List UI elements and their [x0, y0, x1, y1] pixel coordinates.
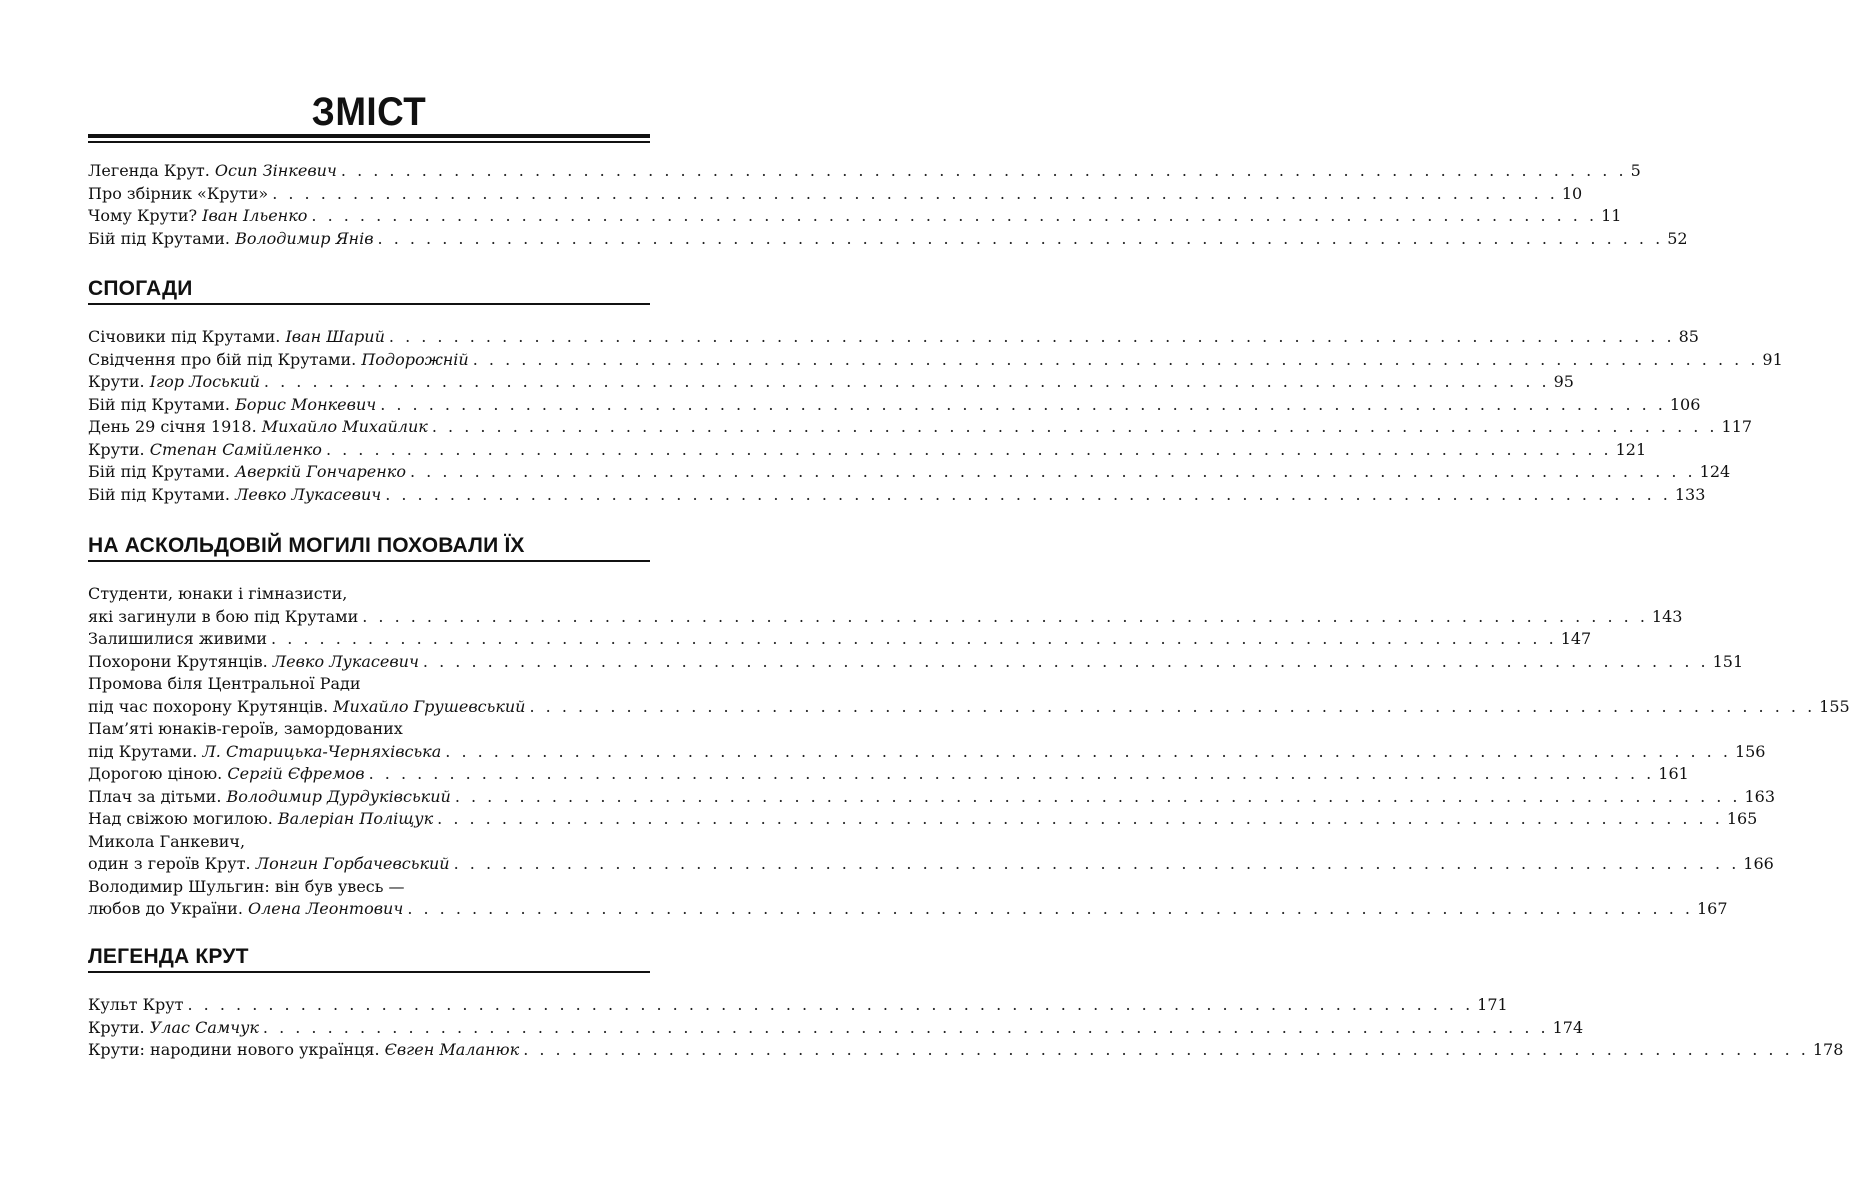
entry-title	[88, 1039, 519, 1062]
entry-title-text: Про збірник «Крути»	[88, 183, 269, 203]
toc-entry	[88, 673, 1850, 718]
entry-page-number: 11	[1601, 206, 1622, 225]
toc-entry	[88, 416, 1753, 439]
dot-leader: . . . . . . . . . . . . . . . . . . . . . . . . . . . . . . . . . . . . . . . . . . . . . . . . . . . . . . . . . . . . . . . . . . . . . . . . . . . . . . . .	[454, 786, 1741, 806]
toc-entry-row	[88, 205, 1622, 228]
entry-title	[88, 898, 403, 921]
entry-title-text: Культ Крут	[88, 995, 184, 1014]
entry-page-number: 106	[1669, 394, 1701, 414]
toc-entry-row	[88, 461, 1731, 484]
entry-title	[88, 326, 385, 349]
toc-entry-row	[88, 326, 1699, 349]
page-title: ЗМІСТ	[311, 90, 427, 134]
entry-page-number: 156	[1734, 741, 1766, 761]
toc-entry-row	[88, 808, 1758, 831]
section-entry-list	[88, 994, 1844, 1062]
dot-leader: . . . . . . . . . . . . . . . . . . . . . . . . . . . . . . . . . . . . . . . . . . . . . . . . . . . . . . . . . . . . . . . . . . . . . . . . . . . . . . . .	[262, 1017, 1549, 1037]
toc-entry	[88, 763, 1689, 786]
entry-page-number: 133	[1674, 484, 1706, 504]
entry-author: Аверкій Гончаренко	[235, 462, 406, 481]
entry-title-text: Крути.	[88, 1017, 145, 1037]
toc-entry-row	[88, 416, 1753, 439]
dot-leader: . . . . . . . . . . . . . . . . . . . . . . . . . . . . . . . . . . . . . . . . . . . . . . . . . . . . . . . . . . . . . . . . . . . . . . . . . . . . . . . .	[377, 228, 1664, 248]
dot-leader: . . . . . . . . . . . . . . . . . . . . . . . . . . . . . . . . . . . . . . . . . . . . . . . . . . . . . . . . . . . . . . . . . . . . . . . . . . . . . . . .	[453, 854, 1740, 873]
entry-title-text: День 29 січня 1918.	[88, 417, 257, 436]
toc-entry	[88, 160, 1641, 183]
toc-entry	[88, 484, 1706, 507]
entry-title-text: Крути.	[88, 439, 145, 459]
entry-page-number: 5	[1630, 161, 1641, 180]
toc-entry	[88, 628, 1592, 651]
title-divider	[88, 134, 650, 143]
toc-entry-row	[88, 1039, 1844, 1062]
entry-title-text: Похорони Крутянців.	[88, 651, 268, 671]
entry-title	[88, 228, 374, 251]
entry-title	[88, 628, 267, 651]
entry-title	[88, 696, 525, 719]
section-entry-list	[88, 583, 1850, 921]
entry-author: Євген Маланюк	[384, 1040, 520, 1059]
entry-page-number: 151	[1712, 651, 1744, 671]
toc-entry	[88, 228, 1688, 251]
entry-author: Осип Зінкевич	[214, 161, 337, 180]
toc-entry-row	[88, 853, 1774, 876]
entry-author: Улас Самчук	[149, 1017, 259, 1037]
entry-page-number: 95	[1553, 372, 1574, 391]
toc-entry	[88, 349, 1783, 372]
entry-title	[88, 651, 419, 674]
entry-title	[88, 1017, 259, 1040]
dot-leader: . . . . . . . . . . . . . . . . . . . . . . . . . . . . . . . . . . . . . . . . . . . . . . . . . . . . . . . . . . . . . . . . . . . . . . . . . . . . . . . .	[431, 417, 1718, 436]
dot-leader: . . . . . . . . . . . . . . . . . . . . . . . . . . . . . . . . . . . . . . . . . . . . . . . . . . . . . . . . . . . . . . . . . . . . . . . . . . . . . . . .	[263, 372, 1550, 391]
toc-entry-row	[88, 349, 1783, 372]
dot-leader: . . . . . . . . . . . . . . . . . . . . . . . . . . . . . . . . . . . . . . . . . . . . . . . . . . . . . . . . . . . . . . . . . . . . . . . . . . . . . . . .	[187, 995, 1474, 1014]
toc-entry	[88, 994, 1508, 1017]
entry-author: Іван Шарий	[285, 327, 385, 346]
entry-title-text: Бій під Крутами.	[88, 228, 230, 248]
toc-entry-row	[88, 160, 1641, 183]
entry-title-text: Крути: народини нового українця.	[88, 1040, 380, 1059]
entry-page-number: 161	[1658, 764, 1689, 783]
entry-title	[88, 349, 469, 372]
entry-title-text: Дорогою ціною.	[88, 764, 223, 783]
toc-entry	[88, 205, 1622, 228]
entry-page-number: 10	[1561, 183, 1583, 203]
entry-title	[88, 606, 358, 629]
entry-title	[88, 394, 376, 417]
toc-entry-row	[88, 651, 1744, 674]
dot-leader: . . . . . . . . . . . . . . . . . . . . . . . . . . . . . . . . . . . . . . . . . . . . . . . . . . . . . . . . . . . . . . . . . . . . . . . . . . . . . . . .	[523, 1040, 1809, 1059]
entry-author: Ігор Лоський	[149, 372, 260, 391]
toc-entry-row	[88, 394, 1701, 417]
entry-author: Л. Старицька-Черняхівська	[202, 741, 442, 761]
section-memoirs	[88, 276, 1783, 506]
entry-author: Борис Монкевич	[235, 394, 377, 414]
entry-title	[88, 994, 184, 1017]
toc-entry	[88, 1017, 1584, 1040]
entry-author: Степан Самійленко	[149, 439, 322, 459]
section-heading: СПОГАДИ	[88, 276, 650, 305]
entry-title-text: Легенда Крут.	[88, 161, 210, 180]
toc-entry	[88, 183, 1583, 206]
toc-entry	[88, 718, 1766, 763]
toc-entry	[88, 371, 1574, 394]
toc-entry-row	[88, 898, 1728, 921]
dot-leader: . . . . . . . . . . . . . . . . . . . . . . . . . . . . . . . . . . . . . . . . . . . . . . . . . . . . . . . . . . . . . . . . . . . . . . . . . . . . . . . .	[340, 161, 1627, 180]
toc-entry	[88, 831, 1774, 876]
dot-leader: . . . . . . . . . . . . . . . . . . . . . . . . . . . . . . . . . . . . . . . . . . . . . . . . . . . . . . . . . . . . . . . . . . . . . . . . . . . . . . . .	[368, 764, 1655, 783]
toc-entry-row	[88, 741, 1766, 764]
entry-title	[88, 484, 381, 507]
entry-page-number: 166	[1743, 854, 1774, 873]
entry-author: Сергій Єфремов	[227, 764, 365, 783]
entry-author: Левко Лукасевич	[272, 651, 419, 671]
entry-title-text: Бій під Крутами.	[88, 484, 230, 504]
toc-entry-row	[88, 371, 1574, 394]
entry-page-number: 91	[1762, 349, 1783, 369]
entry-author: Подорожній	[361, 349, 469, 369]
entry-author: Михайло Грушевський	[333, 696, 526, 716]
intro-entry-list	[88, 160, 1688, 250]
entry-title-line1: Промова біля Центральної Ради	[88, 674, 361, 693]
toc-entry-row	[88, 439, 1647, 462]
entry-page-number: 147	[1560, 629, 1592, 648]
entry-title	[88, 786, 451, 809]
section-heading: ЛЕГЕНДА КРУТ	[88, 944, 650, 973]
entry-title	[88, 763, 365, 786]
toc-entry-row	[88, 183, 1583, 206]
entry-page-number: 117	[1721, 417, 1753, 436]
entry-title-text: любов до України.	[88, 899, 243, 918]
entry-title	[88, 205, 307, 228]
toc-entry	[88, 808, 1758, 831]
dot-leader: . . . . . . . . . . . . . . . . . . . . . . . . . . . . . . . . . . . . . . . . . . . . . . . . . . . . . . . . . . . . . . . . . . . . . . . . . . . . . . . .	[380, 394, 1666, 414]
dot-leader: . . . . . . . . . . . . . . . . . . . . . . . . . . . . . . . . . . . . . . . . . . . . . . . . . . . . . . . . . . . . . . . . . . . . . . . . . . . . . . . .	[529, 696, 1816, 716]
toc-entry	[88, 439, 1647, 462]
dot-leader: . . . . . . . . . . . . . . . . . . . . . . . . . . . . . . . . . . . . . . . . . . . . . . . . . . . . . . . . . . . . . . . . . . . . . . . . . . . . . . . .	[445, 741, 1731, 761]
entry-title	[88, 853, 450, 876]
toc-entry	[88, 583, 1683, 628]
dot-leader: . . . . . . . . . . . . . . . . . . . . . . . . . . . . . . . . . . . . . . . . . . . . . . . . . . . . . . . . . . . . . . . . . . . . . . . . . . . . . . . .	[472, 349, 1759, 369]
entry-author: Володимир Янів	[235, 228, 374, 248]
entry-page-number: 174	[1552, 1017, 1584, 1037]
entry-title-text: Свідчення про бій під Крутами.	[88, 349, 357, 369]
entry-title-text: Залишилися живими	[88, 629, 268, 648]
toc-entry	[88, 461, 1731, 484]
entry-author: Лонгин Горбачевський	[255, 854, 450, 873]
dot-leader: . . . . . . . . . . . . . . . . . . . . . . . . . . . . . . . . . . . . . . . . . . . . . . . . . . . . . . . . . . . . . . . . . . . . . . . . . . . . . . . .	[437, 809, 1723, 828]
entry-title	[88, 808, 433, 831]
dot-leader: . . . . . . . . . . . . . . . . . . . . . . . . . . . . . . . . . . . . . . . . . . . . . . . . . . . . . . . . . . . . . . . . . . . . . . . . . . . . . . . .	[271, 629, 1557, 648]
section-kruty-legend	[88, 944, 1844, 1062]
entry-page-number: 165	[1726, 809, 1758, 828]
entry-page-number: 143	[1651, 606, 1683, 626]
entry-title-text: Бій під Крутами.	[88, 462, 230, 481]
toc-entry-row	[88, 228, 1688, 251]
entry-title	[88, 461, 406, 484]
entry-page-number: 52	[1667, 228, 1688, 248]
entry-page-number: 163	[1744, 786, 1776, 806]
entry-page-number: 171	[1477, 995, 1508, 1014]
entry-title-text: один з героїв Крут.	[88, 854, 251, 873]
section-heading: НА АСКОЛЬДОВІЙ МОГИЛІ ПОХОВАЛИ ЇХ	[88, 533, 650, 562]
entry-title-text: під Крутами.	[88, 741, 198, 761]
dot-leader: . . . . . . . . . . . . . . . . . . . . . . . . . . . . . . . . . . . . . . . . . . . . . . . . . . . . . . . . . . . . . . . . . . . . . . . . . . . . . . . .	[272, 183, 1558, 203]
entry-title-line1: Володимир Шульгин: він був увесь —	[88, 876, 405, 896]
entry-page-number: 121	[1615, 439, 1647, 459]
entry-title	[88, 160, 337, 183]
entry-title	[88, 439, 322, 462]
entry-author: Михайло Михайлик	[261, 417, 428, 436]
entry-title-text: Бій під Крутами.	[88, 394, 230, 414]
toc-entry-row	[88, 628, 1592, 651]
entry-page-number: 178	[1812, 1040, 1844, 1059]
entry-title	[88, 741, 441, 764]
section-entry-list	[88, 326, 1783, 506]
entry-author: Левко Лукасевич	[235, 484, 382, 504]
dot-leader: . . . . . . . . . . . . . . . . . . . . . . . . . . . . . . . . . . . . . . . . . . . . . . . . . . . . . . . . . . . . . . . . . . . . . . . . . . . . . . . .	[362, 606, 1648, 626]
entry-title	[88, 371, 260, 394]
toc-entry	[88, 786, 1776, 809]
entry-title-text: Над свіжою могилою.	[88, 809, 273, 828]
toc-entry-row	[88, 994, 1508, 1017]
entry-title-text: під час похорону Крутянців.	[88, 696, 329, 716]
toc-entry	[88, 326, 1699, 349]
entry-author: Володимир Дурдуківський	[226, 786, 451, 806]
entry-author: Олена Леонтович	[248, 899, 404, 918]
dot-leader: . . . . . . . . . . . . . . . . . . . . . . . . . . . . . . . . . . . . . . . . . . . . . . . . . . . . . . . . . . . . . . . . . . . . . . . . . . . . . . . .	[311, 206, 1598, 225]
toc-entry-row	[88, 696, 1850, 719]
entry-page-number: 85	[1678, 327, 1699, 346]
entry-title-line1: Пам’яті юнаків-героїв, замордованих	[88, 719, 403, 738]
entry-page-number: 155	[1819, 696, 1850, 716]
dot-leader: . . . . . . . . . . . . . . . . . . . . . . . . . . . . . . . . . . . . . . . . . . . . . . . . . . . . . . . . . . . . . . . . . . . . . . . . . . . . . . . .	[388, 327, 1675, 346]
entry-title-text: Крути.	[88, 372, 145, 391]
toc-entry	[88, 876, 1728, 921]
intro-section	[88, 160, 1688, 250]
entry-title-text: Чому Крути?	[88, 206, 198, 225]
toc-entry-row	[88, 484, 1706, 507]
toc-entry	[88, 651, 1744, 674]
entry-page-number: 124	[1699, 462, 1731, 481]
dot-leader: . . . . . . . . . . . . . . . . . . . . . . . . . . . . . . . . . . . . . . . . . . . . . . . . . . . . . . . . . . . . . . . . . . . . . . . . . . . . . . . .	[422, 651, 1709, 671]
toc-entry-row	[88, 763, 1689, 786]
section-askold-grave	[88, 533, 1850, 921]
entry-title	[88, 183, 268, 206]
entry-author: Валеріан Поліщук	[277, 809, 434, 828]
entry-title-text: які загинули в бою під Крутами	[88, 606, 359, 626]
toc-entry	[88, 394, 1701, 417]
dot-leader: . . . . . . . . . . . . . . . . . . . . . . . . . . . . . . . . . . . . . . . . . . . . . . . . . . . . . . . . . . . . . . . . . . . . . . . . . . . . . . . .	[385, 484, 1671, 504]
entry-title	[88, 416, 428, 439]
toc-entry-row	[88, 1017, 1584, 1040]
dot-leader: . . . . . . . . . . . . . . . . . . . . . . . . . . . . . . . . . . . . . . . . . . . . . . . . . . . . . . . . . . . . . . . . . . . . . . . . . . . . . . . .	[407, 899, 1693, 918]
entry-page-number: 167	[1696, 899, 1728, 918]
toc-entry	[88, 1039, 1844, 1062]
toc-entry-row	[88, 786, 1776, 809]
toc-entry-row	[88, 606, 1683, 629]
dot-leader: . . . . . . . . . . . . . . . . . . . . . . . . . . . . . . . . . . . . . . . . . . . . . . . . . . . . . . . . . . . . . . . . . . . . . . . . . . . . . . . .	[325, 439, 1612, 459]
entry-title-text: Січовики під Крутами.	[88, 327, 281, 346]
entry-title-text: Плач за дітьми.	[88, 786, 222, 806]
entry-author: Іван Ільенко	[202, 206, 308, 225]
dot-leader: . . . . . . . . . . . . . . . . . . . . . . . . . . . . . . . . . . . . . . . . . . . . . . . . . . . . . . . . . . . . . . . . . . . . . . . . . . . . . . . .	[409, 462, 1696, 481]
entry-title-line1: Студенти, юнаки і гімназисти,	[88, 584, 348, 603]
entry-title-line1: Микола Ганкевич,	[88, 831, 246, 851]
